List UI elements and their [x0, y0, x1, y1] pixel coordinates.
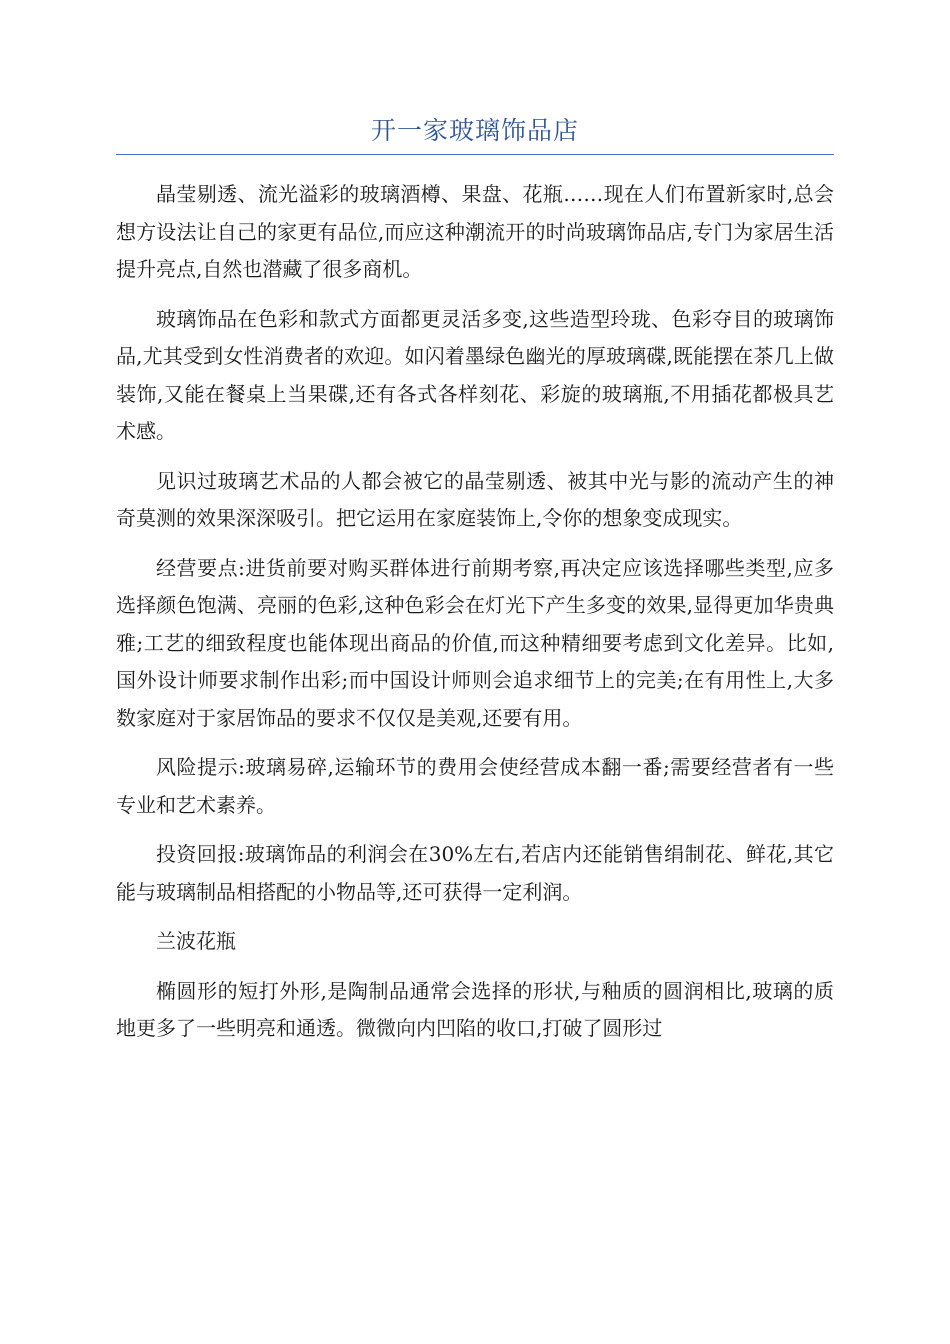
subheading-vase: 兰波花瓶: [156, 929, 236, 953]
document-title: 开一家玻璃饰品店: [370, 116, 579, 145]
paragraph-styles: 玻璃饰品在色彩和款式方面都更灵活多变,这些造型玲珑、色彩夺目的玻璃饰品,尤其受到女性消费者的欢迎。如闪着墨绿色幽光的厚玻璃碟,既能摆在茶几上做装饰,又能在餐桌上当果碟,还有各式各样刻花、彩旋的玻璃瓶,不用插花都极具艺术感。: [116, 306, 834, 443]
title-underline: [116, 154, 834, 155]
paragraph-business-tips: 经营要点:进货前要对购买群体进行前期考察,再决定应该选择哪些类型,应多选择颜色饱满、亮丽的色彩,这种色彩会在灯光下产生多变的效果,显得更加华贵典雅;工艺的细致程度也能体现出商品的价值,而这种精细要考虑到文化差异。比如,国外设计师要求制作出彩;而中国设计师则会追求细节上的完美;在有用性上,大多数家庭对于家居饰品的要求不仅仅是美观,还要有用。: [116, 555, 834, 730]
paragraph-intro: 晶莹剔透、流光溢彩的玻璃酒樽、果盘、花瓶……现在人们布置新家时,总会想方设法让自己的家更有品位,而应这种潮流开的时尚玻璃饰品店,专门为家居生活提升亮点,自然也潜藏了很多商机。: [116, 182, 834, 281]
paragraph-art: 见识过玻璃艺术品的人都会被它的晶莹剔透、被其中光与影的流动产生的神奇莫测的效果深深吸引。把它运用在家庭装饰上,令你的想象变成现实。: [116, 468, 834, 530]
paragraph-vase-description: 椭圆形的短打外形,是陶制品通常会选择的形状,与釉质的圆润相比,玻璃的质地更多了一些明亮和通透。微微向内凹陷的收口,打破了圆形过: [116, 978, 834, 1040]
paragraph-return: 投资回报:玻璃饰品的利润会在30%左右,若店内还能销售绢制花、鲜花,其它能与玻璃制品相搭配的小物品等,还可获得一定利润。: [116, 842, 834, 904]
document-body: [116, 176, 834, 1060]
paragraph-risk: 风险提示:玻璃易碎,运输环节的费用会使经营成本翻一番;需要经营者有一些专业和艺术素养。: [116, 755, 834, 817]
